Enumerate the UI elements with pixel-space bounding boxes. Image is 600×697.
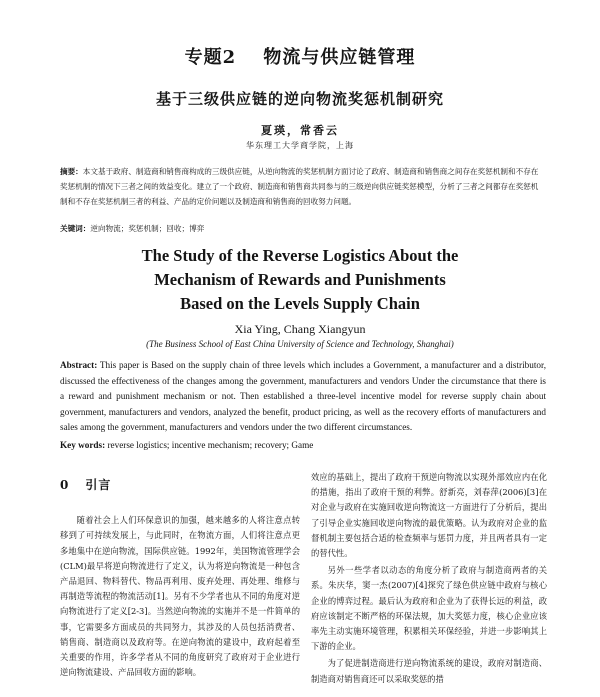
section-title: 引言: [85, 478, 112, 492]
chinese-abstract-label: 摘要：: [60, 167, 83, 176]
english-abstract: [60, 358, 546, 436]
section-number: 0: [60, 478, 70, 492]
english-keywords: [60, 440, 546, 450]
english-title-line: Based on the Levels Supply Chain: [180, 294, 420, 313]
chinese-abstract-text: 本文基于政府、制造商和销售商构成的三级供应链，从逆向物流的奖惩机制方面讨论了政府、制造商和销售商之间存在奖惩机制和不存在奖惩机制的情况下三者之间的效益变化。建立了一个政府、制造商和销售商共同参与的三级逆向供应链奖惩模型，分析了三者之间都存在奖惩机制和不存在奖惩机制三者的利益、产品的定价问题以及制造商和销售商的回收努力问题。: [60, 167, 539, 206]
topic-header: [0, 43, 600, 69]
body-paragraph: 随着社会上人们环保意识的加强，越来越多的人将注意点转移到了可持续发展上，与此同时，在物流方面，人们将注意点更多地集中在逆向物流，国际供应链。1992年，美国物流管理学会(CLM)最早将逆向物流进行了定义，认为将逆向物流是一种包含产品退回、物料替代、物品再利用、废弃处理、再处理、维修与再制造等流程的物流活动[1]。另有不少学者也从不同的角度对逆向物流进行了定义[2-3]。当然逆向物流的实施并不是一件简单的事，它需要多方面成员的共同努力，其涉及的人员包括消费者、销售商、制造商以及政府等。在逆向物流的建设中，政府起着至关重要的作用，许多学者从不同的角度研究了政府对于企业进行逆向物流建设、产品回收方面的影响。: [60, 515, 300, 678]
english-keywords-label: Key words:: [60, 440, 106, 450]
english-authors: Xia Ying, Chang Xiangyun: [234, 322, 366, 336]
section-heading: [60, 478, 300, 493]
chinese-keywords-text: 逆向物流；奖惩机制；回收；博弈: [90, 224, 205, 233]
english-affiliation: (The Business School of East China University of Science and Technology, Shanghai): [146, 339, 454, 349]
body-right-column: [311, 470, 547, 687]
topic-label: 专题2: [184, 47, 237, 68]
topic-name: 物流与供应链管理: [263, 47, 416, 68]
english-title: [0, 244, 600, 316]
english-title-line: The Study of the Reverse Logistics About the: [141, 246, 459, 265]
english-title-line: Mechanism of Rewards and Punishments: [154, 270, 446, 289]
chinese-affiliation: 华东理工大学商学院，上海: [246, 141, 354, 150]
chinese-abstract: [60, 164, 544, 209]
english-abstract-label: Abstract:: [60, 360, 98, 370]
chinese-title: 基于三级供应链的逆向物流奖惩机制研究: [155, 90, 444, 108]
body-left-column: [60, 470, 300, 680]
chinese-keywords-label: 关键词：: [60, 224, 91, 233]
chinese-authors: 夏瑛，常香云: [261, 124, 339, 137]
body-paragraph: 为了促进制造商进行逆向物流系统的建设，政府对制造商、制造商对销售商还可以采取奖惩的措: [311, 658, 547, 684]
body-paragraph: 效应的基础上，提出了政府干预逆向物流以实现外部效应内在化的措施，指出了政府干预的利弊。舒新亮，刘春萍(2006)[3]在对企业与政府在实施回收逆向物流这一方面进行了分析后，提出了引导企业实施回收逆向物流的最优策略。认为政府对企业的监督机制主要包括合适的检查频率与惩罚力度，并且两者具有一定的替代性。: [311, 472, 547, 559]
body-paragraph: 另外一些学者以动态的角度分析了政府与制造商两者的关系。朱庆华，窦一杰(2007)[4]探究了绿色供应链中政府与核心企业的博弈过程。最后认为政府和企业为了获得长远的利益，政府应该制定不断严格的环保法规，加大奖惩力度，核心企业应该率先主动实施环境管理，积累相关环保经验，并进一步影响其上下游的企业。: [311, 565, 547, 652]
english-keywords-text: reverse logistics; incentive mechanism; recovery; Game: [107, 440, 314, 450]
english-abstract-text: This paper is Based on the supply chain of three levels which includes a Government, a manufacturer and a distributor, discussed the effectiveness of the changes among the government, manufacturers and vendors Under the circumstance that there is a reward and punishment mechanism or not. Then established a three-level incentive model for reverse supply chain about government, manufacturers and vendors, analyzed the benefit, product pricing, as well as the recovery efforts of manufacturers and sales among the government, manufacturers and vendors under the two different circumstances.: [60, 360, 546, 432]
chinese-keywords: [60, 223, 544, 234]
